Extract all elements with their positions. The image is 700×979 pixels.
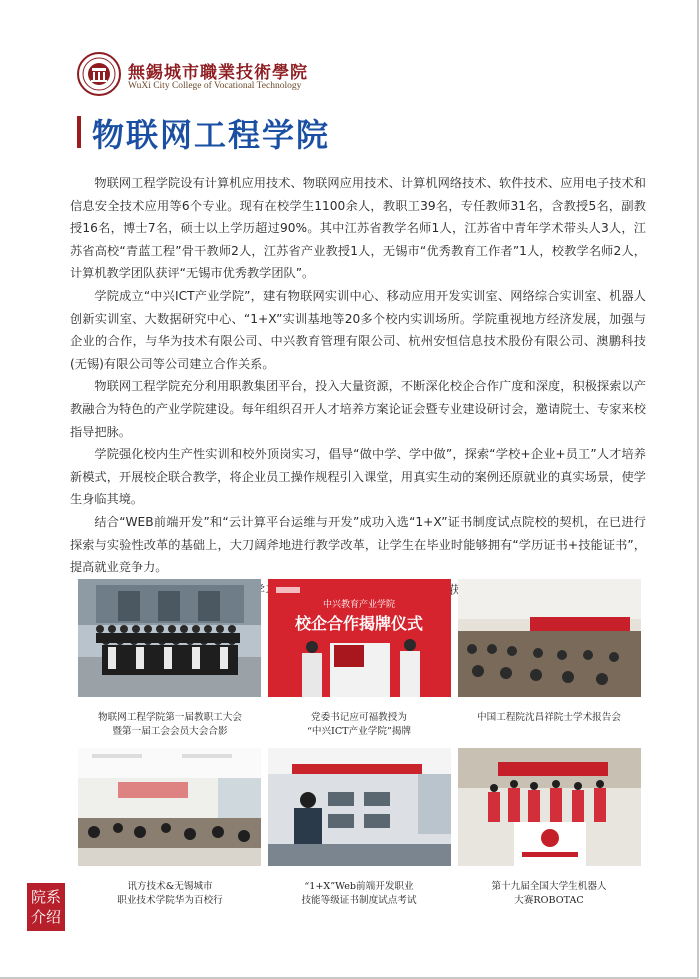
banner-line1: 中兴教育产业学院	[322, 600, 396, 610]
caption-line: 大赛ROBOTAC	[514, 895, 584, 906]
title-accent-bar	[77, 116, 81, 148]
page-title: 物联网工程学院	[92, 116, 331, 154]
photo-unveiling-ceremony	[268, 579, 451, 697]
paragraph: 学院强化校内生产性实训和校外顶岗实习，倡导“做中学、学中做”，探索“学校+企业+员工”人才培养新模式，开展校企联合教学，将企业员工操作规程引入课堂，用真实生动的案例还原就业的真实场景，使学生身临其境。	[70, 447, 646, 507]
caption-line: 技能等级证书制度试点考试	[301, 895, 417, 906]
caption-line: 暨第一届工会会员大会合影	[112, 726, 228, 737]
caption-line: 中国工程院沈昌祥院士学术报告会	[477, 712, 621, 723]
college-seal-icon	[77, 52, 121, 96]
caption-line: 讯方技术&无锡城市	[127, 881, 213, 892]
section-tab	[27, 883, 65, 931]
photo-staff-congress	[78, 579, 261, 697]
body-text	[70, 172, 646, 601]
photo-certificate-exam	[268, 748, 451, 866]
caption-line: 第十九届全国大学生机器人	[491, 881, 607, 892]
caption-line: 党委书记应可福教授为	[311, 712, 407, 723]
photo-caption	[259, 880, 459, 908]
paragraph: 结合“WEB前端开发”和“云计算平台运维与开发”成功入选“1+X”证书制度试点院校的契机，在已进行探索与实验性改革的基础上，大刀阔斧地进行教学改革，让学生在毕业时能够拥有“学历证书+技能证书”，提高就业竞争力。	[70, 514, 646, 575]
paragraph: 物联网工程学院设有计算机应用技术、物联网应用技术、计算机网络技术、软件技术、应用电子技术和信息安全技术应用等6个专业。现有在校学生1100余人，教职工39名，专任教师31名，含教授5名，副教授16名，博士7名，硕士以上学历超过90%。其中江苏省教学名师1人，江苏省中青年学术带头人3人，江苏省高校“青蓝工程”骨干教师2人，江苏省产业教授1人，无锡市“优秀教育工作者”1人，校教学名师2人，计算机教学团队获评“无锡市优秀教学团队”。	[70, 176, 646, 281]
school-name-english: WuXi City College of Vocational Technology	[128, 81, 302, 91]
photo-caption	[449, 711, 649, 725]
photo-academic-lecture	[458, 579, 641, 697]
section-tab-line2: 介绍	[30, 908, 61, 926]
photo-huawei-campus-tour	[78, 748, 261, 866]
photo-caption	[70, 711, 270, 739]
school-name-chinese: 無錫城市職業技術學院	[128, 63, 308, 83]
caption-line: 物联网工程学院第一届教职工大会	[98, 712, 242, 723]
photo-caption	[259, 711, 459, 739]
photo-robot-competition	[458, 748, 641, 866]
banner-line2: 校企合作揭牌仪式	[294, 614, 424, 633]
caption-line: 职业技术学院华为百校行	[117, 895, 223, 906]
photo-caption	[449, 880, 649, 908]
caption-line: “中兴ICT产业学院”揭牌	[306, 726, 412, 737]
caption-line: “1+X”Web前端开发职业	[304, 881, 414, 892]
paragraph: 物联网工程学院充分利用职教集团平台，投入大量资源，不断深化校企合作广度和深度，积极探索以产教融合为特色的产业学院建设。每年组织召开人才培养方案论证会暨专业建设研讨会，邀请院士、专家来校指导把脉。	[70, 379, 646, 439]
paragraph: 学院成立“中兴ICT产业学院”，建有物联网实训中心、移动应用开发实训室、网络综合实训室、机器人创新实训室、大数据研究中心、“1+X”实训基地等20多个校内实训场所。学院重视地方经济发展，加强与企业的合作，与华为技术有限公司、中兴教育管理有限公司、杭州安恒信息技术股份有限公司、澳鹏科技(无锡)有限公司等公司建立合作关系。	[70, 288, 646, 371]
section-tab-line1: 院系	[30, 888, 61, 906]
photo-caption	[70, 880, 270, 908]
